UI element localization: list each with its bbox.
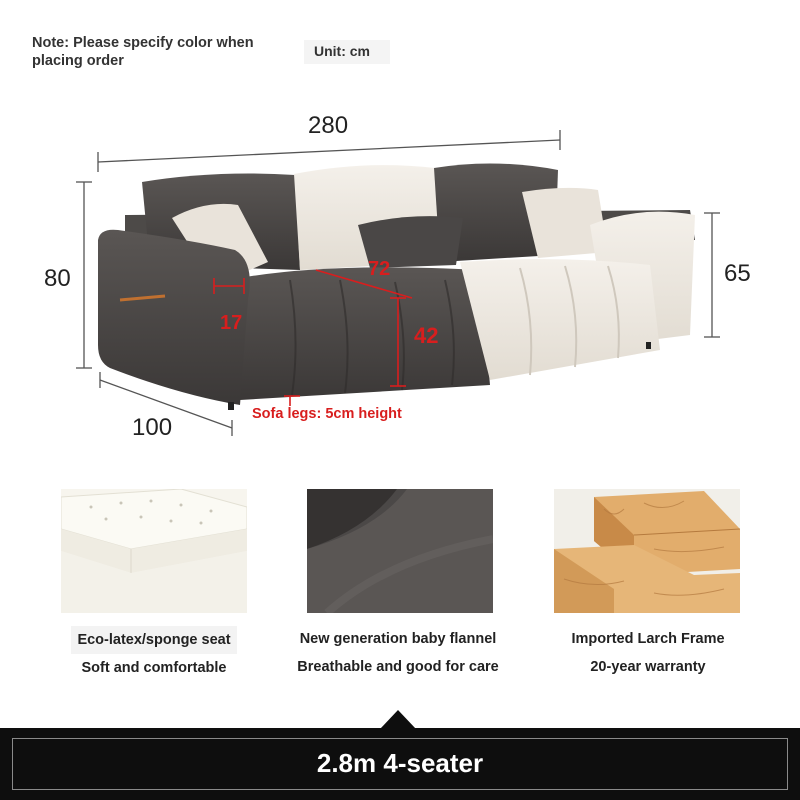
legs-note: Sofa legs: 5cm height — [252, 406, 402, 422]
size-option-label: 2.8m 4-seater — [316, 748, 484, 778]
larch-wood-image — [554, 489, 740, 613]
material-caption-1 — [44, 626, 264, 682]
order-note: Note: Please specify color when placing order — [32, 35, 254, 69]
material-title-3: Imported Larch Frame — [571, 631, 725, 647]
depth-label: 100 — [132, 414, 173, 441]
footer-pointer-icon — [380, 710, 416, 729]
flannel-fabric-image — [307, 489, 493, 613]
width-label: 280 — [308, 112, 349, 139]
seat-depth-label: 72 — [368, 258, 391, 280]
material-caption-2 — [288, 625, 508, 681]
material-title-2: New generation baby flannel — [299, 631, 497, 647]
unit-label: Unit: cm — [304, 40, 390, 64]
material-subtitle-3: 20-year warranty — [590, 659, 706, 675]
sofa-leg-2 — [646, 342, 651, 349]
height-dimension-line — [76, 182, 92, 368]
height-label: 80 — [44, 265, 71, 292]
back-height-label: 65 — [724, 260, 751, 287]
armrest-width-label: 17 — [220, 312, 243, 334]
material-caption-3 — [538, 625, 758, 681]
back-height-dimension-line — [704, 213, 720, 337]
sofa-leg — [228, 402, 234, 410]
material-subtitle-1: Soft and comfortable — [81, 660, 227, 676]
material-title-1: Eco-latex/sponge seat — [71, 626, 236, 654]
latex-foam-image — [61, 489, 247, 613]
material-subtitle-2: Breathable and good for care — [297, 659, 499, 675]
seat-height-label: 42 — [414, 323, 439, 348]
seat-light — [460, 259, 660, 380]
